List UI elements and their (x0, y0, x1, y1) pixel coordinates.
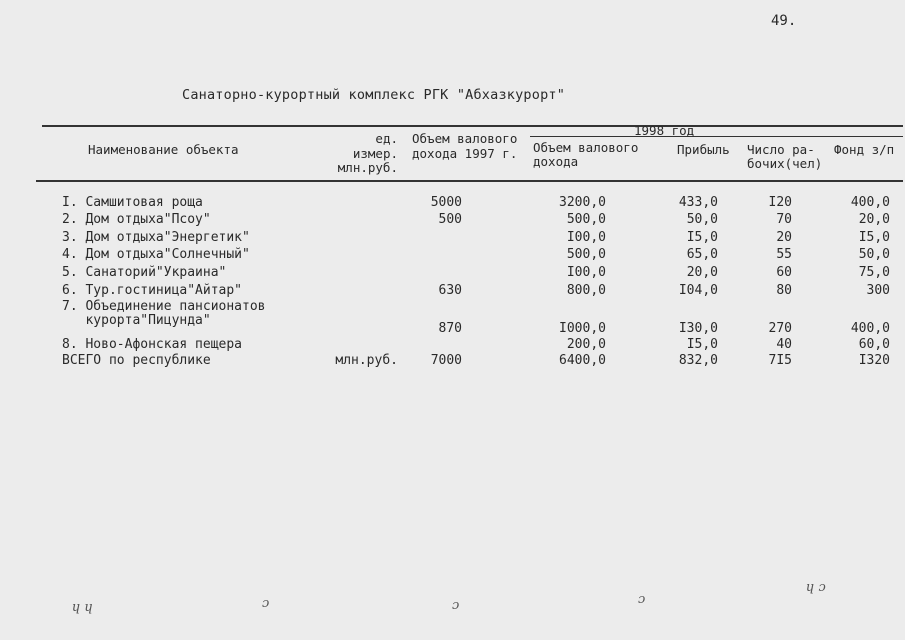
header-workers-1: Число ра- (747, 142, 815, 157)
row-name: 6. Тур.гостиница"Айтар" (62, 283, 243, 298)
cell-gross-1997: 7000 (430, 353, 462, 368)
cell-profit: I04,0 (678, 283, 718, 298)
cell-gross-1997: 5000 (430, 195, 462, 210)
cell-gross-1998: 800,0 (566, 283, 606, 298)
cell-gross-1997: 500 (438, 212, 462, 227)
row-name: 8. Ново-Афонская пещера (62, 337, 243, 352)
cell-gross-1997: 870 (438, 321, 462, 336)
header-wage-fund: Фонд з/п (834, 142, 895, 157)
cell-gross-1998: 500,0 (566, 247, 606, 262)
header-name: Наименование объекта (88, 142, 239, 157)
cell-gross-1998: 200,0 (566, 337, 606, 352)
cell-gross-1997: 630 (438, 283, 462, 298)
header-unit-3: млн.руб. (337, 160, 398, 175)
row-name: 5. Санаторий"Украина" (62, 265, 227, 280)
cell-profit: 433,0 (678, 195, 718, 210)
row-name: 7. Объединение пансионатов (62, 299, 266, 314)
row-name: 3. Дом отдыха"Энергетик" (62, 230, 250, 245)
cell-profit: I30,0 (678, 321, 718, 336)
pencil-mark: ɔ (452, 598, 460, 613)
cell-wage-fund: 20,0 (858, 212, 890, 227)
cell-gross-1998: 3200,0 (559, 195, 606, 210)
cell-gross-1998: I000,0 (559, 321, 606, 336)
cell-gross-1998: I00,0 (566, 230, 606, 245)
header-gross-1998-1: Объем валового (533, 140, 639, 155)
cell-profit: 20,0 (686, 265, 718, 280)
cell-wage-fund: 75,0 (858, 265, 890, 280)
cell-profit: 832,0 (678, 353, 718, 368)
header-workers-2: бочих(чел) (747, 156, 823, 171)
cell-wage-fund: I5,0 (858, 230, 890, 245)
cell-workers: 60 (776, 265, 792, 280)
row-name: 2. Дом отдыха"Псоу" (62, 212, 211, 227)
row-name: курорта"Пицунда" (62, 313, 211, 328)
header-unit-2: измер. (352, 146, 398, 161)
cell-gross-1998: 500,0 (566, 212, 606, 227)
cell-profit: I5,0 (686, 230, 718, 245)
header-gross-1997-1: Объем валового (412, 131, 518, 146)
cell-workers: 7I5 (768, 353, 792, 368)
cell-workers: I20 (768, 195, 792, 210)
header-gross-1997-2: дохода 1997 г. (412, 146, 518, 161)
pencil-mark: ɔ (638, 592, 646, 607)
page-number: 49. (771, 13, 797, 29)
row-name: I. Самшитовая роща (62, 195, 203, 210)
header-bottom-rule (36, 180, 903, 182)
year-group-rule (530, 136, 903, 137)
cell-wage-fund: 300 (866, 283, 890, 298)
cell-gross-1998: I00,0 (566, 265, 606, 280)
cell-workers: 20 (776, 230, 792, 245)
cell-workers: 40 (776, 337, 792, 352)
cell-wage-fund: 60,0 (858, 337, 890, 352)
cell-profit: I5,0 (686, 337, 718, 352)
cell-workers: 270 (768, 321, 792, 336)
header-gross-1998-2: дохода (533, 154, 579, 169)
cell-unit: млн.руб. (335, 353, 398, 368)
table-top-rule (42, 125, 903, 127)
cell-workers: 80 (776, 283, 792, 298)
cell-wage-fund: I320 (858, 353, 890, 368)
row-name: ВСЕГО по республике (62, 353, 211, 368)
header-profit: Прибыль (677, 142, 730, 157)
cell-wage-fund: 400,0 (850, 195, 890, 210)
pencil-mark: ɔ (262, 596, 270, 611)
cell-profit: 50,0 (686, 212, 718, 227)
cell-profit: 65,0 (686, 247, 718, 262)
row-name: 4. Дом отдыха"Солнечный" (62, 247, 250, 262)
pencil-mark: ɥ ɥ (72, 600, 93, 615)
cell-wage-fund: 400,0 (850, 321, 890, 336)
cell-wage-fund: 50,0 (858, 247, 890, 262)
cell-workers: 70 (776, 212, 792, 227)
document-title: Санаторно-курортный комплекс РГК "Абхазкурорт" (182, 87, 566, 103)
pencil-mark: ɥ ɔ (806, 580, 826, 595)
cell-gross-1998: 6400,0 (559, 353, 606, 368)
cell-workers: 55 (776, 247, 792, 262)
header-unit-1: ед. (375, 131, 398, 146)
header-year-group: 1998 год (634, 123, 695, 138)
